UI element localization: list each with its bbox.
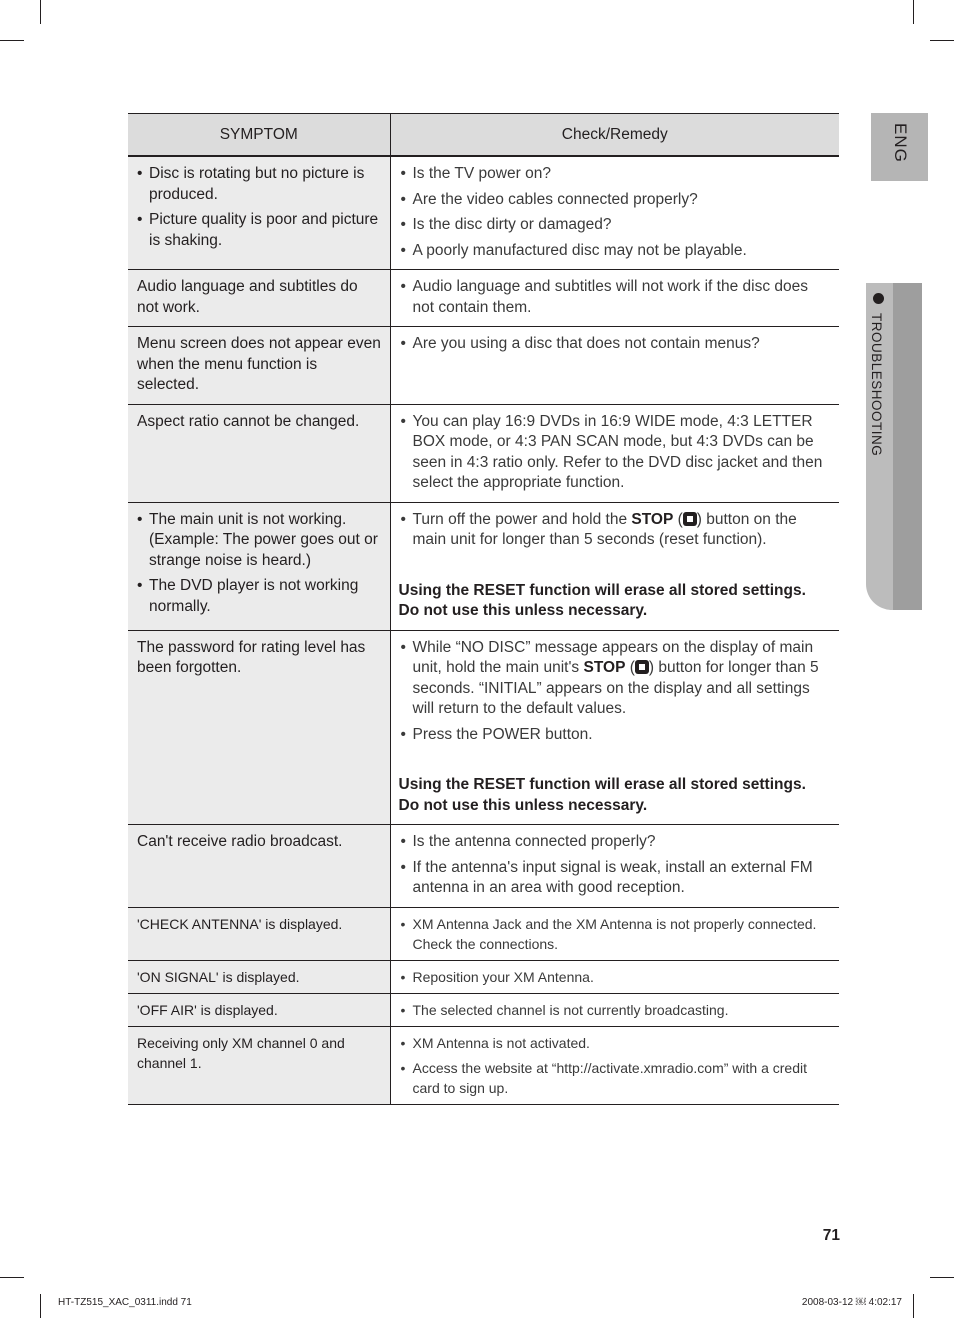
- remedy-item: • Are the video cables connected properly?: [401, 190, 832, 211]
- symptom-cell: 'OFF AIR' is displayed.: [128, 993, 390, 1026]
- remedy-item: • While “NO DISC” message appears on the display of main unit, hold the main unit's STOP ( ) button for longer than 5 seconds. “INITIAL” appears on the display and all settings will return to the default values.: [401, 638, 832, 720]
- crop-mark: [930, 1277, 954, 1278]
- symptom-cell: [128, 156, 390, 270]
- table-row: [128, 630, 839, 825]
- table-row: [128, 404, 839, 502]
- table-row: [128, 993, 839, 1026]
- remedy-item: • If the antenna's input signal is weak, install an external FM antenna in an area with good reception.: [401, 858, 832, 899]
- symptom-item: • The main unit is not working. (Example: The power goes out or strange noise is heard.): [137, 510, 382, 572]
- crop-mark: [913, 0, 914, 24]
- table-row: [128, 1026, 839, 1104]
- stop-label: STOP: [631, 510, 674, 528]
- table-row: [128, 960, 839, 993]
- remedy-item: • The selected channel is not currently broadcasting.: [401, 1000, 832, 1020]
- stop-button-icon: [683, 512, 697, 526]
- symptom-header: SYMPTOM: [128, 114, 390, 157]
- remedy-item: • Is the disc dirty or damaged?: [401, 215, 832, 236]
- table-row: [128, 907, 839, 960]
- symptom-item: • The DVD player is not working normally.: [137, 576, 382, 617]
- symptom-cell: Aspect ratio cannot be changed.: [128, 404, 390, 502]
- remedy-cell: [390, 270, 839, 327]
- reset-warning: Using the RESET function will erase all stored settings. Do not use this unless necessary.: [398, 776, 806, 814]
- remedy-item: • Access the website at “http://activate.xmradio.com” with a credit card to sign up.: [401, 1058, 832, 1098]
- remedy-cell: [390, 825, 839, 908]
- remedy-item: • Reposition your XM Antenna.: [401, 967, 832, 987]
- crop-mark: [0, 40, 24, 41]
- page-number: 71: [822, 1227, 840, 1244]
- language-label: ENG: [891, 123, 910, 163]
- symptom-cell: 'ON SIGNAL' is displayed.: [128, 960, 390, 993]
- symptom-cell: Can't receive radio broadcast.: [128, 825, 390, 908]
- symptom-item: • Disc is rotating but no picture is produced.: [137, 164, 382, 205]
- remedy-cell: [390, 630, 839, 825]
- symptom-cell: The password for rating level has been forgotten.: [128, 630, 390, 825]
- remedy-cell: [390, 404, 839, 502]
- symptom-item: • Picture quality is poor and picture is shaking.: [137, 210, 382, 251]
- crop-mark: [0, 1277, 24, 1278]
- symptom-cell: Receiving only XM channel 0 and channel 1.: [128, 1026, 390, 1104]
- remedy-item: • Turn off the power and hold the STOP ( ) button on the main unit for longer than 5 seconds (reset function).: [401, 510, 832, 551]
- remedy-cell: [390, 327, 839, 405]
- section-label: TROUBLESHOOTING: [869, 313, 884, 457]
- remedy-header: Check/Remedy: [390, 114, 839, 157]
- stop-label: STOP: [583, 659, 626, 676]
- table-row: [128, 825, 839, 908]
- crop-mark: [40, 0, 41, 24]
- troubleshooting-table: [128, 113, 839, 1105]
- symptom-cell: 'CHECK ANTENNA' is displayed.: [128, 907, 390, 960]
- symptom-cell: [128, 502, 390, 630]
- remedy-item: • You can play 16:9 DVDs in 16:9 WIDE mode, 4:3 LETTER BOX mode, or 4:3 PAN SCAN mode, but 4:3 DVDs can be seen in 4:3 ratio only. Refer to the DVD disc jacket and then select the appropriate function.: [401, 412, 832, 494]
- reset-warning: Using the RESET function will erase all stored settings. Do not use this unless necessary.: [398, 581, 806, 619]
- table-row: [128, 270, 839, 327]
- remedy-cell: [390, 960, 839, 993]
- remedy-item: • XM Antenna is not activated.: [401, 1033, 832, 1053]
- table-row: [128, 502, 839, 630]
- remedy-item: • Are you using a disc that does not contain menus?: [401, 334, 832, 355]
- stop-button-icon: [635, 660, 649, 674]
- remedy-item: • Is the antenna connected properly?: [401, 832, 832, 853]
- footer-timestamp: 2008-03-12 ￼ 4:02:17: [801, 1297, 902, 1308]
- crop-mark: [913, 1294, 914, 1318]
- symptom-cell: Audio language and subtitles do not work.: [128, 270, 390, 327]
- footer-file: HT-TZ515_XAC_0311.indd 71: [58, 1297, 192, 1308]
- remedy-cell: [390, 156, 839, 270]
- remedy-item: • Audio language and subtitles will not work if the disc does not contain them.: [401, 277, 832, 318]
- symptom-cell: Menu screen does not appear even when the menu function is selected.: [128, 327, 390, 405]
- table-row: [128, 156, 839, 270]
- table-header-row: [128, 114, 839, 157]
- bullet-dot-icon: [873, 293, 884, 304]
- section-tab-edge: [893, 283, 922, 610]
- crop-mark: [40, 1294, 41, 1318]
- remedy-cell: [390, 993, 839, 1026]
- remedy-item: • Press the POWER button.: [401, 725, 832, 746]
- remedy-item: • A poorly manufactured disc may not be playable.: [401, 241, 832, 262]
- remedy-cell: [390, 502, 839, 630]
- table-row: [128, 327, 839, 405]
- crop-mark: [930, 40, 954, 41]
- remedy-cell: [390, 907, 839, 960]
- remedy-item: • XM Antenna Jack and the XM Antenna is not properly connected. Check the connections.: [401, 914, 832, 954]
- remedy-cell: [390, 1026, 839, 1104]
- remedy-item: • Is the TV power on?: [401, 164, 832, 185]
